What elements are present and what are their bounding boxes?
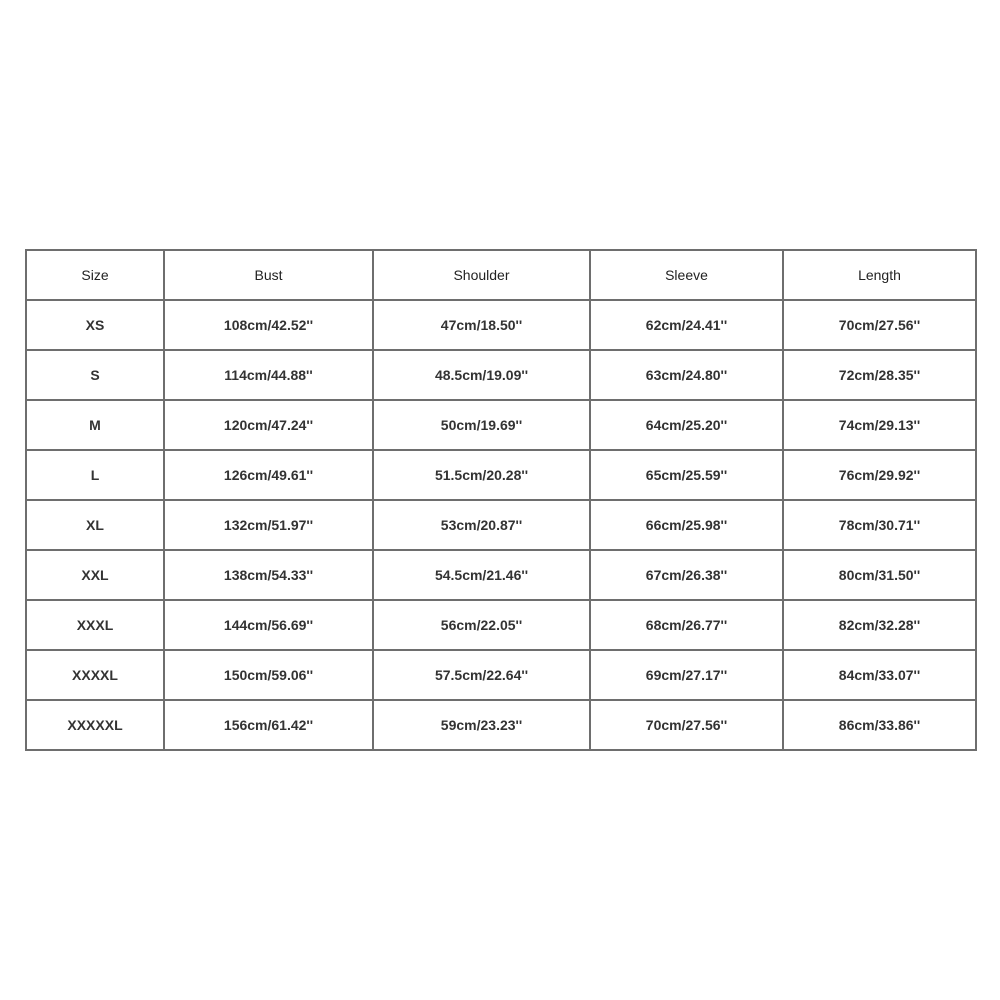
cell-sleeve: 70cm/27.56'' (590, 700, 783, 750)
cell-size: S (26, 350, 164, 400)
cell-shoulder: 54.5cm/21.46'' (373, 550, 590, 600)
cell-sleeve: 66cm/25.98'' (590, 500, 783, 550)
cell-bust: 120cm/47.24'' (164, 400, 373, 450)
cell-shoulder: 51.5cm/20.28'' (373, 450, 590, 500)
cell-bust: 144cm/56.69'' (164, 600, 373, 650)
cell-length: 84cm/33.07'' (783, 650, 976, 700)
cell-shoulder: 59cm/23.23'' (373, 700, 590, 750)
cell-shoulder: 53cm/20.87'' (373, 500, 590, 550)
header-shoulder: Shoulder (373, 250, 590, 300)
cell-bust: 138cm/54.33'' (164, 550, 373, 600)
cell-size: XXXXL (26, 650, 164, 700)
cell-shoulder: 50cm/19.69'' (373, 400, 590, 450)
cell-length: 70cm/27.56'' (783, 300, 976, 350)
table-row (26, 300, 976, 350)
cell-sleeve: 62cm/24.41'' (590, 300, 783, 350)
cell-length: 76cm/29.92'' (783, 450, 976, 500)
table-row (26, 650, 976, 700)
table-row (26, 450, 976, 500)
cell-size: XXL (26, 550, 164, 600)
cell-shoulder: 56cm/22.05'' (373, 600, 590, 650)
header-sleeve: Sleeve (590, 250, 783, 300)
cell-length: 78cm/30.71'' (783, 500, 976, 550)
cell-shoulder: 48.5cm/19.09'' (373, 350, 590, 400)
cell-length: 82cm/32.28'' (783, 600, 976, 650)
cell-shoulder: 57.5cm/22.64'' (373, 650, 590, 700)
cell-size: XL (26, 500, 164, 550)
table-row (26, 550, 976, 600)
cell-sleeve: 63cm/24.80'' (590, 350, 783, 400)
cell-length: 86cm/33.86'' (783, 700, 976, 750)
table-row (26, 400, 976, 450)
cell-sleeve: 68cm/26.77'' (590, 600, 783, 650)
cell-shoulder: 47cm/18.50'' (373, 300, 590, 350)
cell-length: 80cm/31.50'' (783, 550, 976, 600)
cell-size: XXXL (26, 600, 164, 650)
cell-sleeve: 67cm/26.38'' (590, 550, 783, 600)
cell-bust: 132cm/51.97'' (164, 500, 373, 550)
header-size: Size (26, 250, 164, 300)
cell-size: XXXXXL (26, 700, 164, 750)
cell-bust: 108cm/42.52'' (164, 300, 373, 350)
header-length: Length (783, 250, 976, 300)
cell-bust: 126cm/49.61'' (164, 450, 373, 500)
cell-bust: 156cm/61.42'' (164, 700, 373, 750)
cell-size: L (26, 450, 164, 500)
cell-sleeve: 65cm/25.59'' (590, 450, 783, 500)
table-row (26, 500, 976, 550)
cell-size: XS (26, 300, 164, 350)
header-bust: Bust (164, 250, 373, 300)
cell-bust: 150cm/59.06'' (164, 650, 373, 700)
cell-size: M (26, 400, 164, 450)
cell-length: 74cm/29.13'' (783, 400, 976, 450)
table-row (26, 350, 976, 400)
table-row (26, 700, 976, 750)
cell-sleeve: 64cm/25.20'' (590, 400, 783, 450)
cell-bust: 114cm/44.88'' (164, 350, 373, 400)
header-row (26, 250, 976, 300)
table-row (26, 600, 976, 650)
cell-sleeve: 69cm/27.17'' (590, 650, 783, 700)
cell-length: 72cm/28.35'' (783, 350, 976, 400)
size-chart-table (25, 249, 977, 751)
